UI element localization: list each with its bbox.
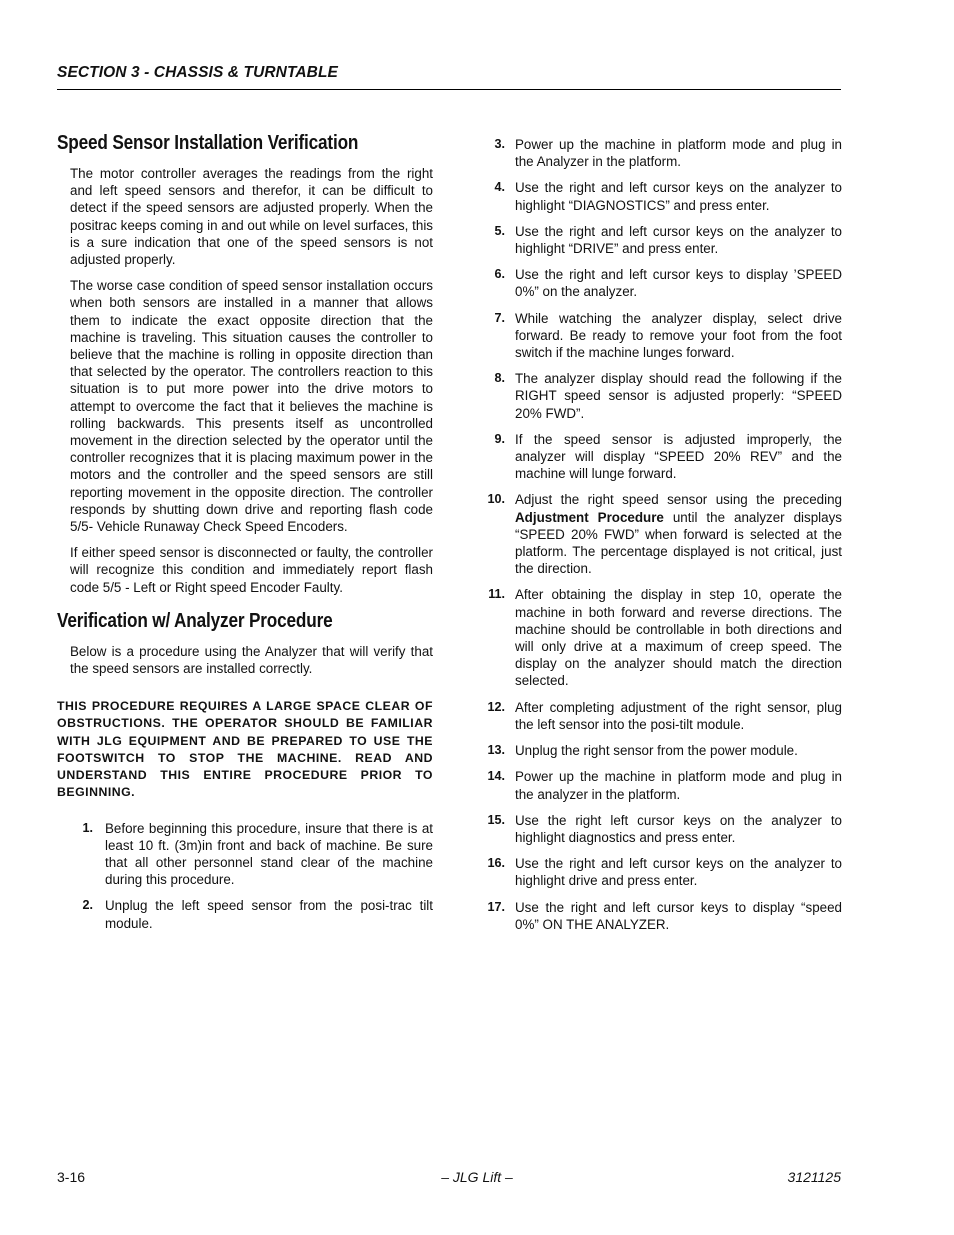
step-number: 2. xyxy=(82,898,93,913)
analyzer-intro: Below is a procedure using the Analyzer that will verify that the speed sensors are installed correctly. xyxy=(70,643,433,677)
procedure-step xyxy=(480,812,842,846)
adjustment-procedure-reference: Adjustment Procedure xyxy=(515,509,664,525)
procedure-step xyxy=(480,768,842,802)
step-number: 17. xyxy=(487,899,505,914)
step-text: Use the right and left cursor keys to display “speed 0%” ON THE ANALYZER. xyxy=(515,899,842,932)
procedure-step xyxy=(480,136,842,170)
step-text: Power up the machine in platform mode and plug in the Analyzer in the platform. xyxy=(515,137,842,170)
step-number: 1. xyxy=(82,820,93,835)
step-text: After obtaining the display in step 10, operate the machine in both forward and reverse directions. The machine should be controllable in both directions and will only drive at a maximum of creep speed. The display on the analyzer should match the direction selected. xyxy=(515,587,842,689)
speed-sensor-heading: Speed Sensor Installation Verification xyxy=(57,132,359,154)
step-number: 15. xyxy=(487,812,505,827)
step-number: 16. xyxy=(487,856,505,871)
step-text: Unplug the right sensor from the power module. xyxy=(515,743,798,759)
right-column xyxy=(480,136,842,942)
procedure-step xyxy=(480,742,842,759)
step-text: While watching the analyzer display, select drive forward. Be ready to remove your foot from the foot switch if the machine lunges forward. xyxy=(515,310,842,361)
procedure-step xyxy=(480,310,842,362)
step-text: Unplug the left speed sensor from the posi-trac tilt module. xyxy=(105,898,433,931)
step-text: Use the right and left cursor keys on the analyzer to highlight drive and press enter. xyxy=(515,856,842,889)
step-number: 10. xyxy=(487,492,505,507)
procedure-step xyxy=(57,820,433,889)
speed-sensor-paragraph: The worse case condition of speed sensor installation occurs when both sensors are installed in a manner that allows them to indicate the exact opposite direction that the machine is traveling. This situation causes the controller to believe that the machine is rolling in opposite direction than that selected by the operator. The controllers reaction to this situation is to put more power into the drive motors to attempt to overcome the fact that it believes the machine is rolling backwards. This presents itself as uncontrolled movement in the direction selected by the operator until the controller recognizes that it is placing maximum power in the motors and the controller and the speed sensors are still reporting movement in the opposite direction. The controller responds by shutting down drive and reporting flash code 5/5- Vehicle Runaway Check Speed Encoders. xyxy=(70,278,433,535)
step-text-part: until the analyzer displays “SPEED 20% FWD” when forward is selected at the platform. The percentage displayed is not critical, just the direction. xyxy=(515,509,842,577)
step-text: Use the right left cursor keys on the analyzer to highlight diagnostics and press enter. xyxy=(515,812,842,845)
step-number: 6. xyxy=(494,267,505,282)
step-number: 12. xyxy=(487,699,505,714)
step-text: If the speed sensor is adjusted improperly, the analyzer will display “SPEED 20% REV” and the machine will lunge forward. xyxy=(515,431,842,482)
section-header: SECTION 3 - CHASSIS & TURNTABLE xyxy=(57,64,338,81)
step-number: 5. xyxy=(494,223,505,238)
procedure-step xyxy=(480,266,842,300)
speed-sensor-paragraph: If either speed sensor is disconnected or faulty, the controller will recognize this condition and immediately report flash code 5/5 - Left or Right speed Encoder Faulty. xyxy=(70,545,433,595)
procedure-step xyxy=(480,370,842,422)
step-text: Use the right and left cursor keys on the analyzer to highlight “DIAGNOSTICS” and press enter. xyxy=(515,180,842,213)
step-text: Power up the machine in platform mode and plug in the analyzer in the platform. xyxy=(515,769,842,802)
step-text: Use the right and left cursor keys on the analyzer to highlight “DRIVE” and press enter. xyxy=(515,223,842,257)
left-column xyxy=(57,132,433,941)
procedure-step xyxy=(480,586,842,689)
procedure-step xyxy=(480,491,842,577)
step-number: 3. xyxy=(494,137,505,151)
step-text-part: Adjust the right speed sensor using the preceding xyxy=(515,492,842,508)
step-number: 8. xyxy=(494,371,505,386)
analyzer-procedure-heading: Verification w/ Analyzer Procedure xyxy=(57,609,333,632)
procedure-step xyxy=(480,179,842,213)
step-number: 11. xyxy=(488,587,505,602)
procedure-step xyxy=(480,431,842,483)
step-number: 13. xyxy=(487,743,505,758)
page-number: 3-16 xyxy=(57,1169,86,1185)
document-number: 3121125 xyxy=(787,1169,841,1185)
step-number: 4. xyxy=(494,180,505,195)
procedure-step xyxy=(480,699,842,733)
step-number: 14. xyxy=(487,769,505,784)
procedure-step xyxy=(480,899,842,933)
procedure-step xyxy=(480,223,842,257)
step-text: Use the right and left cursor keys to display ’SPEED 0%” on the analyzer. xyxy=(515,267,842,300)
step-text xyxy=(515,491,842,577)
procedure-step xyxy=(57,897,433,931)
step-text: Before beginning this procedure, insure that there is at least 10 ft. (3m)in front and back of machine. Be sure that all other personnel stand clear of the machine during this procedure. xyxy=(105,820,433,888)
step-text: The analyzer display should read the following if the RIGHT speed sensor is adjusted properly: “SPEED 20% FWD”. xyxy=(515,371,842,421)
header-rule xyxy=(57,89,841,90)
step-number: 9. xyxy=(494,431,505,446)
warning-notice: THIS PROCEDURE REQUIRES A LARGE SPACE CLEAR OF OBSTRUCTIONS. THE OPERATOR SHOULD BE FAMILIAR WITH JLG EQUIPMENT AND BE PREPARED TO USE THE FOOTSWITCH TO STOP THE MACHINE. READ AND UNDERSTAND THIS ENTIRE PROCEDURE PRIOR TO BEGINNING. xyxy=(57,699,433,800)
speed-sensor-paragraph: The motor controller averages the readings from the right and left speed sensors and therefor, it can be difficult to detect if the speed sensors are adjusted properly. When the positrac keeps coming in and out while on level surfaces, this is a sure indication that one of the speed sensors is not adjusted properly. xyxy=(70,166,433,268)
step-number: 7. xyxy=(494,310,505,325)
footer-publisher: – JLG Lift – xyxy=(441,1169,513,1185)
procedure-step xyxy=(480,855,842,889)
step-text: After completing adjustment of the right sensor, plug the left sensor into the posi-tilt module. xyxy=(515,699,842,732)
